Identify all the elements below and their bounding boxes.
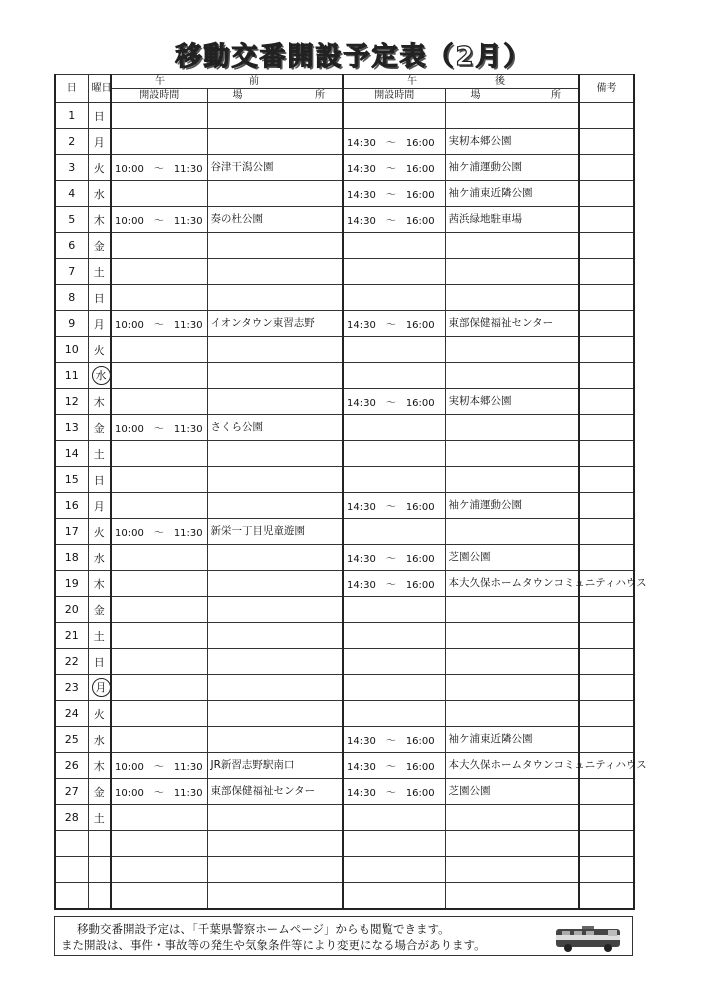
table-row [55, 441, 634, 467]
pm-time-cell [343, 363, 445, 389]
am-place-cell [207, 545, 343, 571]
table-row [55, 857, 634, 883]
notes-cell [579, 441, 634, 467]
pm-place-cell [445, 623, 579, 649]
pm-time-cell [343, 883, 445, 909]
day-cell: 1 [55, 103, 88, 129]
schedule-table [54, 74, 647, 910]
am-time-cell [111, 389, 207, 415]
am-place-cell [207, 441, 343, 467]
weekday-cell: 水 [88, 181, 111, 207]
table-row [55, 805, 634, 831]
am-time-cell [111, 883, 207, 909]
pm-time-cell [343, 467, 445, 493]
pm-place-cell: 袖ケ浦運動公園 [445, 155, 579, 181]
pm-place-cell: 袖ケ浦東近隣公園 [445, 727, 579, 753]
table-row [55, 415, 634, 441]
pm-place-cell [445, 519, 579, 545]
am-time-cell: 10:00 ～ 11:30 [111, 207, 207, 233]
am-time-cell [111, 571, 207, 597]
table-row [55, 181, 634, 207]
am-place-cell [207, 389, 343, 415]
table-row [55, 467, 634, 493]
pm-place-cell [445, 883, 579, 909]
pm-time-cell: 14:30 ～ 16:00 [343, 727, 445, 753]
weekday-cell: 火 [88, 701, 111, 727]
table-row [55, 207, 634, 233]
notes-cell [579, 415, 634, 441]
am-place-cell [207, 571, 343, 597]
pm-place-cell [445, 701, 579, 727]
pm-time-cell: 14:30 ～ 16:00 [343, 493, 445, 519]
day-cell: 3 [55, 155, 88, 181]
pm-place-cell [445, 831, 579, 857]
header-day: 日 [55, 75, 88, 103]
table-row [55, 311, 634, 337]
notes-cell [579, 285, 634, 311]
notice-line-1: 移動交番開設予定は、「千葉県警察ホームページ」からも閲覧できます。 [77, 922, 450, 936]
pm-place-cell: 芝園公園 [445, 779, 579, 805]
notes-cell [579, 363, 634, 389]
pm-place-cell: 実籾本郷公園 [445, 389, 579, 415]
pm-place-cell [445, 675, 579, 701]
notes-cell [579, 545, 634, 571]
am-time-cell [111, 701, 207, 727]
day-cell: 22 [55, 649, 88, 675]
weekday-cell [88, 363, 111, 389]
weekday-cell: 木 [88, 753, 111, 779]
am-time-cell [111, 103, 207, 129]
weekday-cell: 木 [88, 389, 111, 415]
weekday-cell [88, 831, 111, 857]
weekday-cell: 月 [88, 129, 111, 155]
table-row [55, 753, 634, 779]
am-time-cell [111, 831, 207, 857]
pm-place-cell [445, 805, 579, 831]
day-cell [55, 883, 88, 909]
day-cell: 10 [55, 337, 88, 363]
table-row [55, 571, 634, 597]
pm-place-cell [445, 103, 579, 129]
pm-place-cell [445, 285, 579, 311]
pm-time-cell [343, 415, 445, 441]
table-row [55, 493, 634, 519]
pm-place-cell [445, 441, 579, 467]
day-cell: 11 [55, 363, 88, 389]
day-cell: 2 [55, 129, 88, 155]
am-time-cell: 10:00 ～ 11:30 [111, 519, 207, 545]
day-cell: 15 [55, 467, 88, 493]
day-cell: 17 [55, 519, 88, 545]
pm-time-cell: 14:30 ～ 16:00 [343, 545, 445, 571]
day-cell [55, 857, 88, 883]
holiday-circle: 月 [92, 678, 111, 697]
notes-cell [579, 649, 634, 675]
header-weekday: 曜日 [88, 75, 111, 103]
weekday-cell [88, 857, 111, 883]
am-place-cell [207, 727, 343, 753]
notes-cell [579, 493, 634, 519]
weekday-cell: 日 [88, 649, 111, 675]
weekday-cell: 火 [88, 337, 111, 363]
am-time-cell: 10:00 ～ 11:30 [111, 311, 207, 337]
weekday-cell: 日 [88, 285, 111, 311]
weekday-cell: 金 [88, 415, 111, 441]
pm-time-cell [343, 259, 445, 285]
table-row [55, 831, 634, 857]
am-place-cell [207, 623, 343, 649]
pm-time-cell: 14:30 ～ 16:00 [343, 207, 445, 233]
pm-time-cell [343, 623, 445, 649]
am-time-cell [111, 259, 207, 285]
am-time-cell [111, 441, 207, 467]
weekday-cell [88, 883, 111, 909]
pm-time-cell: 14:30 ～ 16:00 [343, 311, 445, 337]
pm-place-cell [445, 857, 579, 883]
pm-time-cell [343, 805, 445, 831]
am-time-cell [111, 181, 207, 207]
weekday-cell: 火 [88, 155, 111, 181]
table-row [55, 597, 634, 623]
notes-cell [579, 155, 634, 181]
notes-cell [579, 181, 634, 207]
am-time-cell: 10:00 ～ 11:30 [111, 779, 207, 805]
notes-cell [579, 337, 634, 363]
am-time-cell [111, 727, 207, 753]
am-time-cell [111, 363, 207, 389]
weekday-cell: 土 [88, 623, 111, 649]
am-place-cell [207, 363, 343, 389]
am-place-cell: さくら公園 [207, 415, 343, 441]
pm-place-cell: 袖ケ浦東近隣公園 [445, 181, 579, 207]
day-cell: 19 [55, 571, 88, 597]
table-row [55, 623, 634, 649]
am-time-cell [111, 623, 207, 649]
am-place-cell [207, 493, 343, 519]
am-time-cell [111, 285, 207, 311]
pm-time-cell: 14:30 ～ 16:00 [343, 389, 445, 415]
weekday-cell: 土 [88, 259, 111, 285]
notes-cell [579, 467, 634, 493]
day-cell: 20 [55, 597, 88, 623]
holiday-circle: 水 [92, 366, 111, 385]
table-row [55, 389, 634, 415]
pm-place-cell [445, 649, 579, 675]
weekday-cell: 月 [88, 311, 111, 337]
table-row [55, 285, 634, 311]
weekday-cell: 土 [88, 805, 111, 831]
notes-cell [579, 311, 634, 337]
table-row [55, 337, 634, 363]
header-morning: 午 前 [111, 75, 343, 89]
pm-time-cell [343, 649, 445, 675]
day-cell: 13 [55, 415, 88, 441]
weekday-cell: 火 [88, 519, 111, 545]
notes-cell [579, 597, 634, 623]
pm-time-cell [343, 233, 445, 259]
day-cell: 8 [55, 285, 88, 311]
am-place-cell: JR新習志野駅南口 [207, 753, 343, 779]
day-cell: 25 [55, 727, 88, 753]
day-cell: 6 [55, 233, 88, 259]
am-time-cell [111, 467, 207, 493]
weekday-cell: 水 [88, 545, 111, 571]
am-time-cell [111, 233, 207, 259]
table-row [55, 883, 634, 909]
am-time-cell [111, 649, 207, 675]
day-cell: 21 [55, 623, 88, 649]
notes-cell [579, 259, 634, 285]
day-cell: 23 [55, 675, 88, 701]
table-row [55, 779, 634, 805]
am-time-cell [111, 857, 207, 883]
day-cell: 14 [55, 441, 88, 467]
am-time-cell [111, 805, 207, 831]
notes-cell [579, 727, 634, 753]
pm-time-cell: 14:30 ～ 16:00 [343, 129, 445, 155]
table-row [55, 233, 634, 259]
pm-time-cell [343, 597, 445, 623]
notice-line-2: また開設は、事件・事故等の発生や気象条件等により変更になる場合があります。 [61, 938, 486, 952]
am-place-cell [207, 805, 343, 831]
table-row [55, 727, 634, 753]
day-cell: 28 [55, 805, 88, 831]
pm-place-cell [445, 597, 579, 623]
pm-time-cell [343, 701, 445, 727]
pm-place-cell: 実籾本郷公園 [445, 129, 579, 155]
am-place-cell: 奏の杜公園 [207, 207, 343, 233]
day-cell: 18 [55, 545, 88, 571]
day-cell [55, 831, 88, 857]
weekday-cell: 日 [88, 467, 111, 493]
weekday-cell: 水 [88, 727, 111, 753]
am-place-cell: 谷津干潟公園 [207, 155, 343, 181]
header-am-time: 開設時間 [111, 89, 207, 103]
day-cell: 27 [55, 779, 88, 805]
am-place-cell [207, 337, 343, 363]
notes-cell [579, 779, 634, 805]
notes-cell [579, 857, 634, 883]
pm-place-cell [445, 233, 579, 259]
pm-time-cell: 14:30 ～ 16:00 [343, 779, 445, 805]
am-place-cell [207, 259, 343, 285]
notes-cell [579, 519, 634, 545]
header-notes: 備考 [579, 75, 634, 103]
notes-cell [579, 701, 634, 727]
table-row [55, 155, 634, 181]
pm-place-cell [445, 363, 579, 389]
header-afternoon: 午 後 [343, 75, 579, 89]
pm-place-cell: 東部保健福祉センター [445, 311, 579, 337]
day-cell: 16 [55, 493, 88, 519]
am-time-cell [111, 545, 207, 571]
table-row [55, 519, 634, 545]
day-cell: 12 [55, 389, 88, 415]
pm-place-cell [445, 259, 579, 285]
am-place-cell [207, 181, 343, 207]
pm-time-cell [343, 103, 445, 129]
weekday-cell: 日 [88, 103, 111, 129]
pm-place-cell: 芝園公園 [445, 545, 579, 571]
weekday-cell: 土 [88, 441, 111, 467]
am-place-cell: イオンタウン東習志野 [207, 311, 343, 337]
am-place-cell [207, 129, 343, 155]
pm-time-cell [343, 285, 445, 311]
weekday-cell: 金 [88, 597, 111, 623]
weekday-cell: 金 [88, 233, 111, 259]
day-cell: 4 [55, 181, 88, 207]
notes-cell [579, 805, 634, 831]
am-time-cell [111, 675, 207, 701]
am-time-cell [111, 129, 207, 155]
pm-time-cell: 14:30 ～ 16:00 [343, 155, 445, 181]
pm-time-cell [343, 675, 445, 701]
pm-place-cell [445, 337, 579, 363]
am-time-cell: 10:00 ～ 11:30 [111, 753, 207, 779]
schedule-body [55, 103, 647, 909]
am-time-cell [111, 597, 207, 623]
table-row [55, 701, 634, 727]
pm-time-cell [343, 519, 445, 545]
notes-cell [579, 129, 634, 155]
day-cell: 9 [55, 311, 88, 337]
am-time-cell [111, 337, 207, 363]
police-bus-icon [552, 921, 626, 953]
page-title: 移動交番開設予定表（2月） [175, 42, 532, 72]
am-place-cell [207, 285, 343, 311]
table-row [55, 675, 634, 701]
pm-place-cell: 本大久保ホームタウンコミュニティハウス [445, 571, 579, 597]
am-place-cell [207, 467, 343, 493]
weekday-cell: 金 [88, 779, 111, 805]
notes-cell [579, 389, 634, 415]
notes-cell [579, 675, 634, 701]
notes-cell [579, 831, 634, 857]
weekday-cell [88, 675, 111, 701]
header-pm-place: 場 所 [445, 89, 579, 103]
notes-cell [579, 103, 634, 129]
am-place-cell [207, 857, 343, 883]
am-place-cell [207, 597, 343, 623]
pm-place-cell: 袖ケ浦運動公園 [445, 493, 579, 519]
am-place-cell [207, 649, 343, 675]
day-cell: 24 [55, 701, 88, 727]
weekday-cell: 木 [88, 571, 111, 597]
pm-place-cell [445, 415, 579, 441]
am-place-cell [207, 103, 343, 129]
am-time-cell: 10:00 ～ 11:30 [111, 415, 207, 441]
weekday-cell: 月 [88, 493, 111, 519]
pm-place-cell [445, 467, 579, 493]
pm-time-cell [343, 831, 445, 857]
weekday-cell: 木 [88, 207, 111, 233]
pm-time-cell [343, 857, 445, 883]
notes-cell [579, 207, 634, 233]
pm-time-cell [343, 337, 445, 363]
pm-time-cell: 14:30 ～ 16:00 [343, 181, 445, 207]
notes-cell [579, 883, 634, 909]
header-pm-time: 開設時間 [343, 89, 445, 103]
pm-time-cell: 14:30 ～ 16:00 [343, 571, 445, 597]
table-row [55, 259, 634, 285]
am-place-cell [207, 675, 343, 701]
am-place-cell [207, 883, 343, 909]
am-place-cell: 東部保健福祉センター [207, 779, 343, 805]
notes-cell [579, 233, 634, 259]
table-row [55, 649, 634, 675]
table-row [55, 129, 634, 155]
header-am-place: 場 所 [207, 89, 343, 103]
pm-place-cell: 茜浜緑地駐車場 [445, 207, 579, 233]
am-time-cell [111, 493, 207, 519]
table-row [55, 103, 634, 129]
day-cell: 26 [55, 753, 88, 779]
day-cell: 5 [55, 207, 88, 233]
table-row [55, 363, 634, 389]
pm-place-cell: 本大久保ホームタウンコミュニティハウス [445, 753, 579, 779]
am-place-cell [207, 701, 343, 727]
am-place-cell [207, 831, 343, 857]
table-row [55, 545, 634, 571]
notes-cell [579, 623, 634, 649]
pm-time-cell: 14:30 ～ 16:00 [343, 753, 445, 779]
am-time-cell: 10:00 ～ 11:30 [111, 155, 207, 181]
pm-time-cell [343, 441, 445, 467]
am-place-cell: 新栄一丁目児童遊園 [207, 519, 343, 545]
notice-box [54, 916, 633, 956]
am-place-cell [207, 233, 343, 259]
table-header [55, 75, 634, 103]
day-cell: 7 [55, 259, 88, 285]
